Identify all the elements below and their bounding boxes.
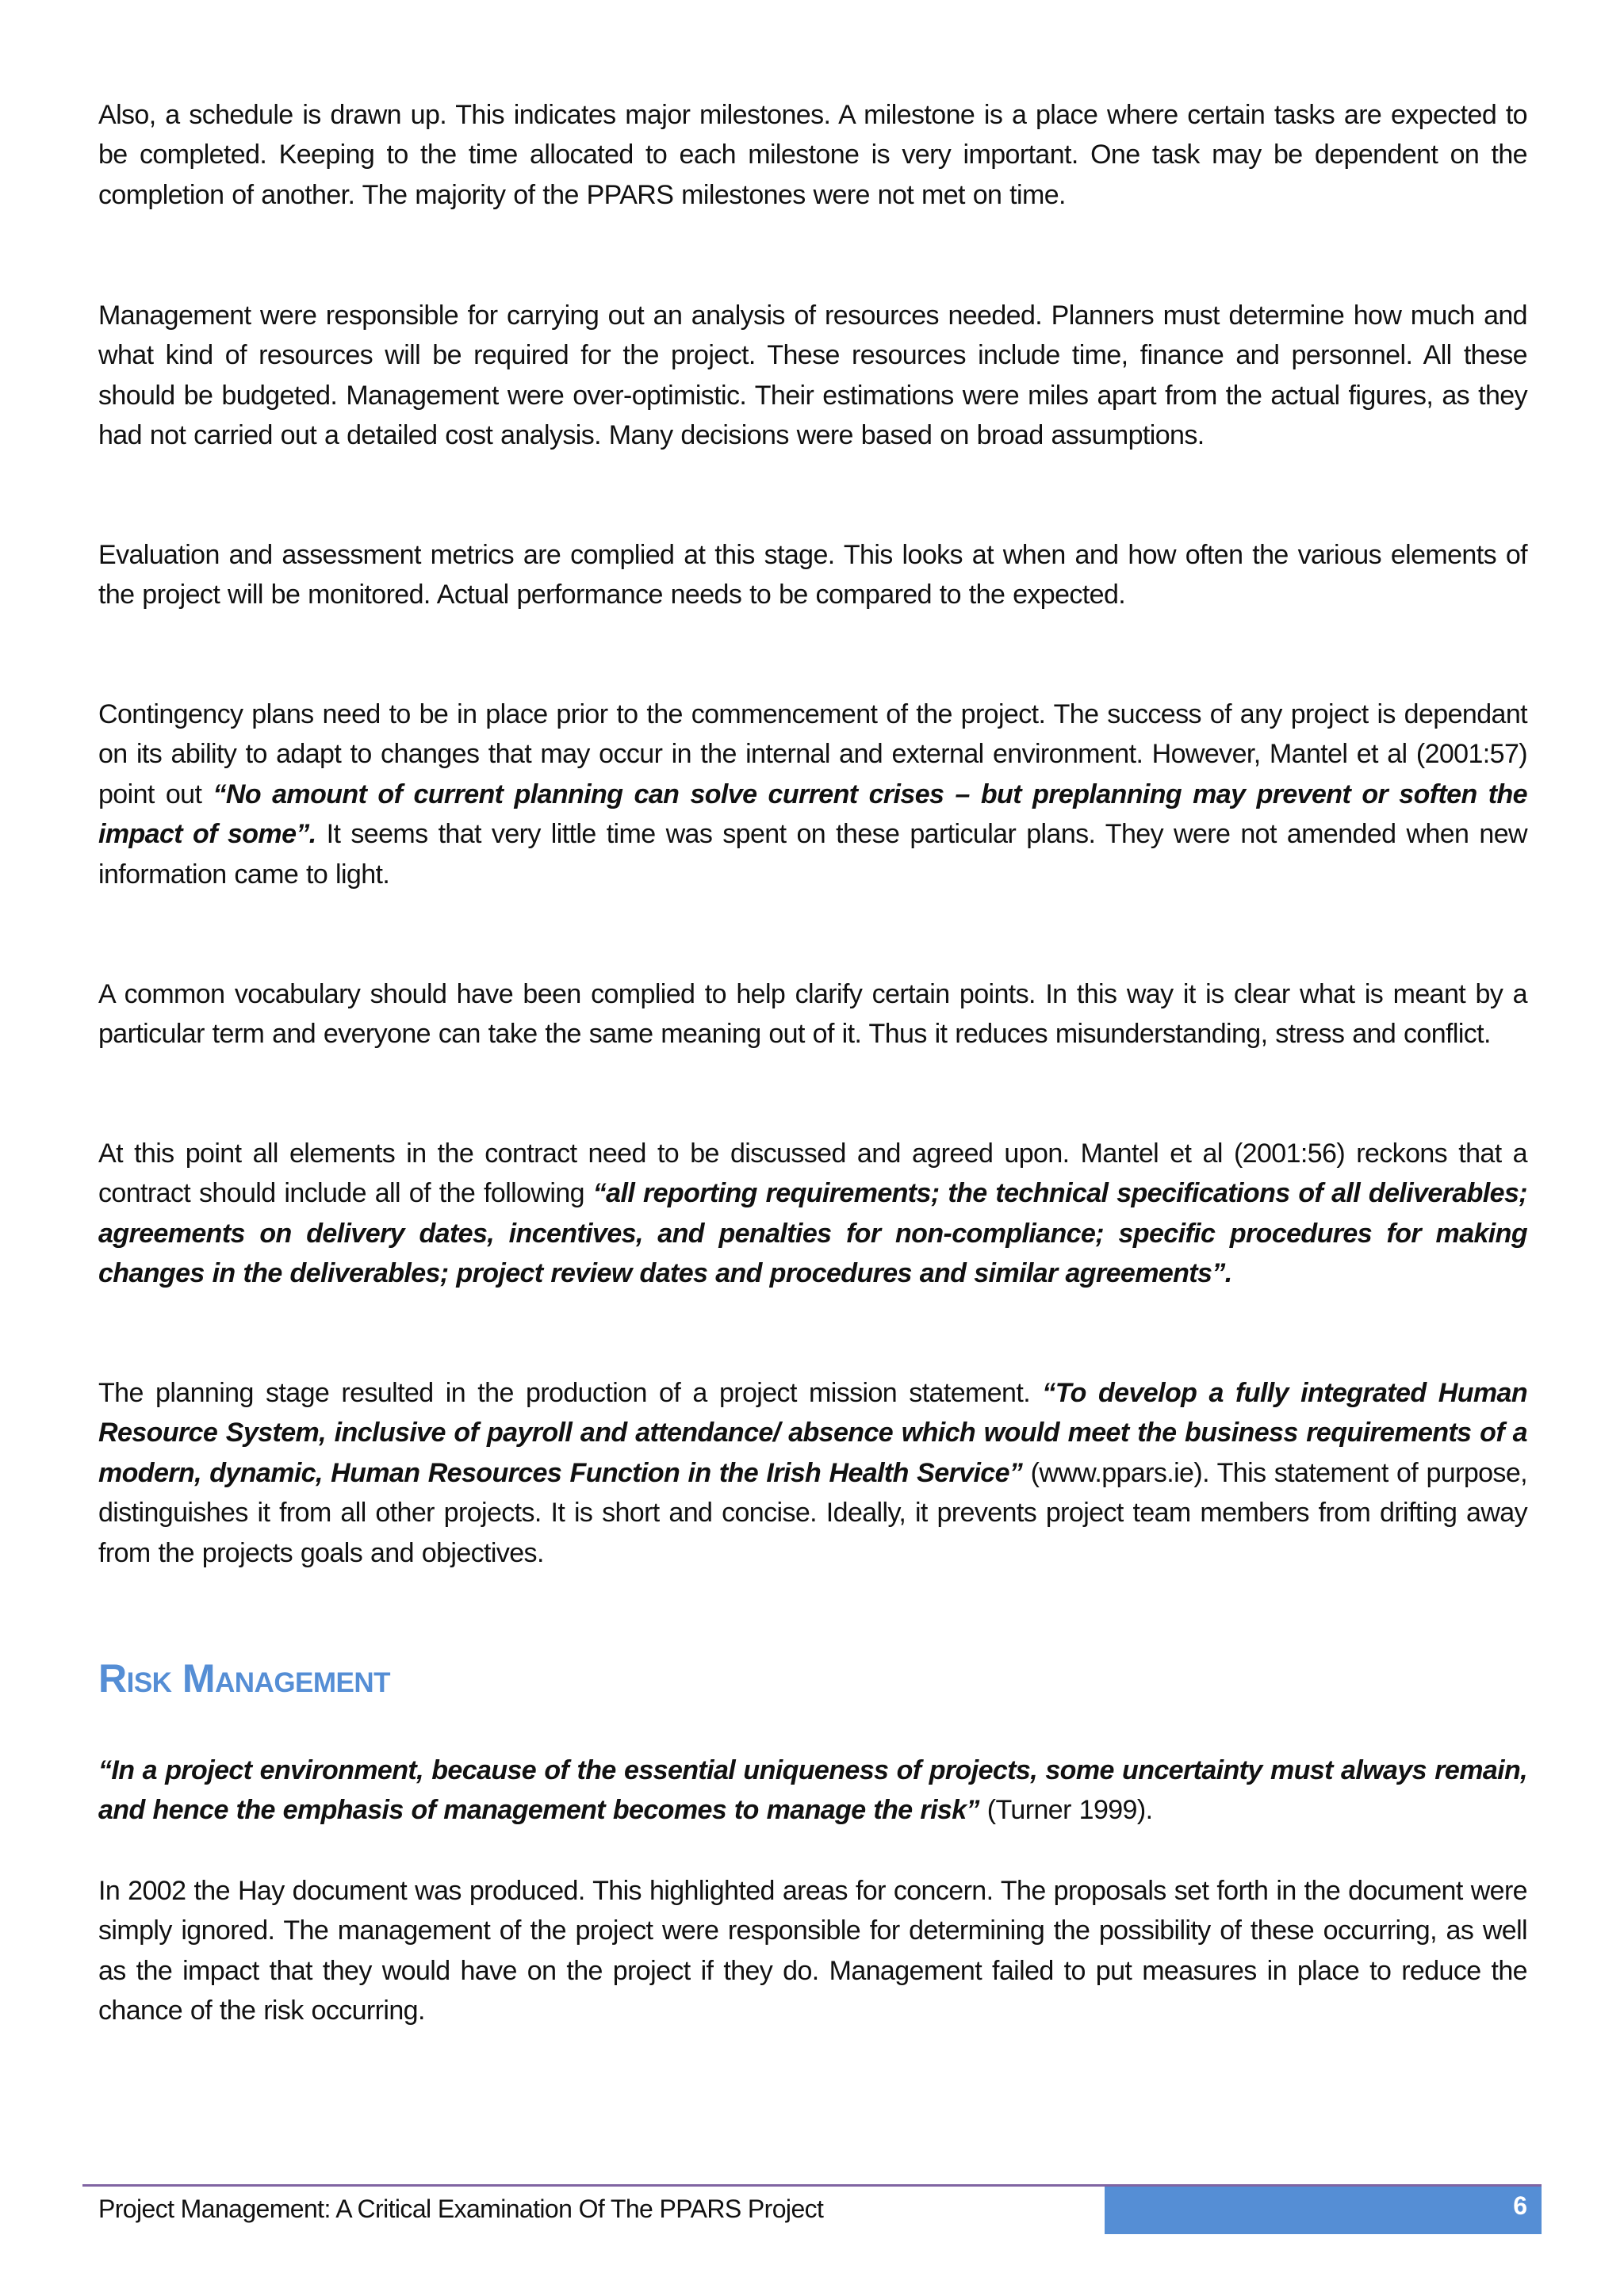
quote: “In a project environment, because of the essential uniqueness of projects, some uncertainty must always remain, and hence the emphasis of management becomes to manage the risk” [98, 1755, 1527, 1826]
text: The planning stage resulted in the production of a project mission statement. [98, 1378, 1043, 1408]
text: Contingency plans need to be in place prior to the commencement of the project. The success of any project is dependant on its ability to adapt to changes that may occur in the internal and external environment. However, Mantel et al (2001:57) point out [98, 699, 1527, 809]
paragraph-resources: Management were responsible for carrying out an analysis of resources needed. Planners must determine how much and what kind of resources will be required for the project. These resources include time, finance and personnel. All these should be budgeted. Management were over-optimistic. Their estimations were miles apart from the actual figures, as they had not carried out a detailed cost analysis. Many decisions were based on broad assumptions. [98, 300, 1527, 451]
paragraph-mission [98, 1373, 1527, 1573]
text: It seems that very little time was spent on these particular plans. They were not amended when new information came to light. [98, 819, 1527, 890]
quote: “To develop a fully integrated Human Resource System, inclusive of payroll and attendance/ absence which would meet the business requirements of a modern, dynamic, Human Resources Function in the Irish Health Service” [98, 1378, 1528, 1488]
page-number: 6 [1513, 2191, 1527, 2220]
paragraph-risk: In 2002 the Hay document was produced. This highlighted areas for concern. The proposals set forth in the document were simply ignored. The management of the project were responsible for determining the possibility of these occurring, as well as the impact that they would have on the project if they do. Management failed to put measures in place to reduce the chance of the risk occurring. [98, 1876, 1527, 2026]
text: (www.ppars.ie). This statement of purpose, distinguishes it from all other projects. It is short and concise. Ideally, it prevents project team members from drifting away from the projects goals and objectives. [98, 1457, 1527, 1568]
risk-quote [98, 1751, 1527, 1831]
paragraph-contract [98, 1134, 1527, 1294]
text: At this point all elements in the contract need to be discussed and agreed upon. Mantel et al (2001:56) reckons that a contract should include all of the following [98, 1138, 1527, 1209]
paragraph-contingency [98, 695, 1527, 894]
paragraph-evaluation: Evaluation and assessment metrics are complied at this stage. This looks at when and how often the various elements of the project will be monitored. Actual performance needs to be compared to the expected. [98, 540, 1527, 610]
paragraph-schedule: Also, a schedule is drawn up. This indicates major milestones. A milestone is a place where certain tasks are expected to be completed. Keeping to the time allocated to each milestone is very important. One task may be dependent on the completion of another. The majority of the PPARS milestones were not met on time. [98, 100, 1527, 210]
footer-title: Project Management: A Critical Examination Of The PPARS Project [98, 2195, 824, 2223]
paragraph-vocabulary: A common vocabulary should have been complied to help clarify certain points. In this way it is clear what is meant by a particular term and everyone can take the same meaning out of it. Thus it reduces misunderstanding, stress and conflict. [98, 979, 1527, 1050]
footer-page-box [1105, 2187, 1542, 2234]
section-heading-risk-management: Risk Management [98, 1656, 391, 1701]
quote: “all reporting requirements; the technical specifications of all deliverables; agreements on delivery dates, incentives, and penalties for non-compliance; specific procedures for making changes in the deliverables; project review dates and procedures and similar agreements”. [98, 1178, 1527, 1289]
quote: “No amount of current planning can solve current crises – but preplanning may prevent or soften the impact of some”. [98, 779, 1527, 850]
citation: (Turner 1999). [979, 1795, 1153, 1826]
